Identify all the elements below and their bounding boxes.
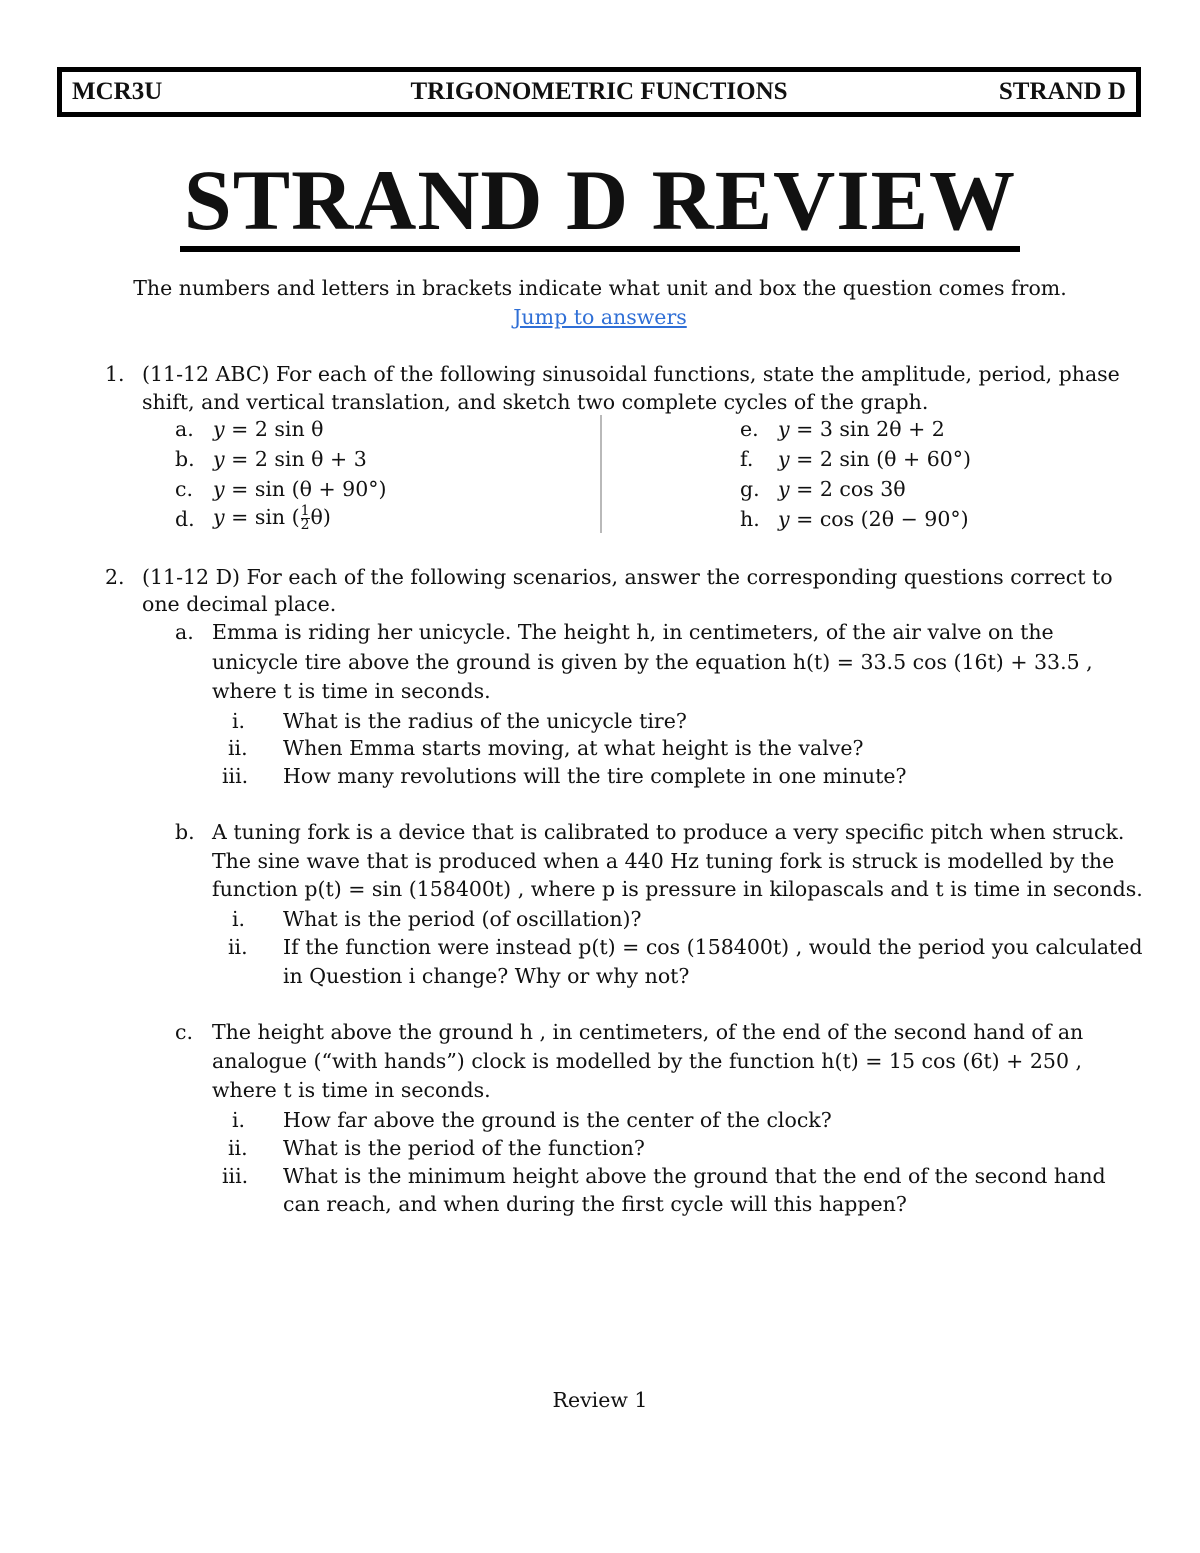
q2b-line2: The sine wave that is produced when a 440 Hz tuning fork is struck is modelled by the	[212, 849, 1115, 873]
q2-line2: one decimal place.	[142, 592, 337, 616]
strand-label: STRAND D	[998, 78, 1126, 105]
q2b-line1: A tuning fork is a device that is calibrated to produce a very specific pitch when struck.	[212, 820, 1125, 844]
q2a-i-text: What is the radius of the unicycle tire?	[283, 709, 687, 733]
q2a-line1: Emma is riding her unicycle. The height h, in centimeters, of the air valve on the	[212, 620, 1054, 644]
q2a-i-label: i.	[232, 709, 246, 733]
unit-title: TRIGONOMETRIC FUNCTIONS	[410, 78, 788, 105]
q1h-equation: y = cos (2θ − 90°)	[778, 507, 969, 531]
q1g-equation: y = 2 cos 3θ	[778, 477, 906, 501]
q2a-line2: unicycle tire above the ground is given by the equation h(t) = 33.5 cos (16t) + 33.5 ,	[212, 650, 1093, 674]
q2-number: 2.	[105, 565, 125, 589]
q2b-ii-text-cont: in Question i change? Why or why not?	[283, 964, 690, 988]
q1e-equation: y = 3 sin 2θ + 2	[778, 417, 945, 441]
jump-link-wrap	[0, 305, 1200, 329]
header-box	[57, 67, 1141, 117]
course-code: MCR3U	[72, 78, 163, 105]
q1f-equation: y = 2 sin (θ + 60°)	[778, 447, 972, 471]
q2a-ii-label: ii.	[228, 736, 248, 760]
q2b-ii-label: ii.	[228, 935, 248, 959]
q2a-label: a.	[175, 620, 194, 644]
q2b-label: b.	[175, 820, 195, 844]
q1c-label: c.	[175, 477, 193, 501]
q1f-label: f.	[740, 447, 754, 471]
q1a-equation: y = 2 sin θ	[213, 417, 324, 441]
q2c-label: c.	[175, 1020, 193, 1044]
q2c-ii-label: ii.	[228, 1136, 248, 1160]
q2-line1: (11-12 D) For each of the following scenarios, answer the corresponding questions correct to	[142, 565, 1113, 589]
q2c-iii-label: iii.	[222, 1164, 249, 1188]
fraction-one-half: $\frac{1}{2}$	[300, 503, 310, 533]
q1b-equation: y = 2 sin θ + 3	[213, 447, 367, 471]
q2c-ii-text: What is the period of the function?	[283, 1136, 645, 1160]
q1d-equation: y = sin ( $\frac{1}{2}$ θ)	[213, 503, 331, 533]
page-title: STRAND D REVIEW	[0, 150, 1200, 252]
q2a-iii-label: iii.	[222, 764, 249, 788]
column-divider	[600, 415, 602, 533]
q2a-ii-text: When Emma starts moving, at what height is the valve?	[283, 736, 864, 760]
q2c-line3: where t is time in seconds.	[212, 1078, 491, 1102]
q2c-line2: analogue (“with hands”) clock is modelled by the function h(t) = 15 cos (6t) + 250 ,	[212, 1049, 1083, 1073]
q2c-line1: The height above the ground h , in centimeters, of the end of the second hand of an	[212, 1020, 1084, 1044]
q2c-iii-text: What is the minimum height above the ground that the end of the second hand	[283, 1164, 1106, 1188]
q1g-label: g.	[740, 477, 760, 501]
q1-line2: shift, and vertical translation, and sketch two complete cycles of the graph.	[142, 390, 929, 414]
q1b-label: b.	[175, 447, 195, 471]
q1-line1: (11-12 ABC) For each of the following sinusoidal functions, state the amplitude, period, phase	[142, 362, 1120, 386]
intro-text: The numbers and letters in brackets indicate what unit and box the question comes from.	[133, 276, 1067, 300]
q2b-i-text: What is the period (of oscillation)?	[283, 907, 642, 931]
q2a-line3: where t is time in seconds.	[212, 679, 491, 703]
q1a-label: a.	[175, 417, 194, 441]
q1d-label: d.	[175, 507, 195, 531]
q1h-label: h.	[740, 507, 760, 531]
q2b-line3: function p(t) = sin (158400t) , where p is pressure in kilopascals and t is time in seconds.	[212, 877, 1143, 901]
page-footer: Review 1	[552, 1388, 648, 1412]
q1e-label: e.	[740, 417, 759, 441]
q2c-i-text: How far above the ground is the center of the clock?	[283, 1108, 832, 1132]
q2b-ii-text: If the function were instead p(t) = cos (158400t) , would the period you calculated	[283, 935, 1143, 959]
q2b-i-label: i.	[232, 907, 246, 931]
q1-number: 1.	[105, 362, 125, 386]
jump-to-answers-link[interactable]: Jump to answers	[513, 305, 687, 329]
q2c-iii-text-cont: can reach, and when during the first cycle will this happen?	[283, 1192, 907, 1216]
q2c-i-label: i.	[232, 1108, 246, 1132]
q2a-iii-text: How many revolutions will the tire complete in one minute?	[283, 764, 907, 788]
q1c-equation: y = sin (θ + 90°)	[213, 477, 387, 501]
